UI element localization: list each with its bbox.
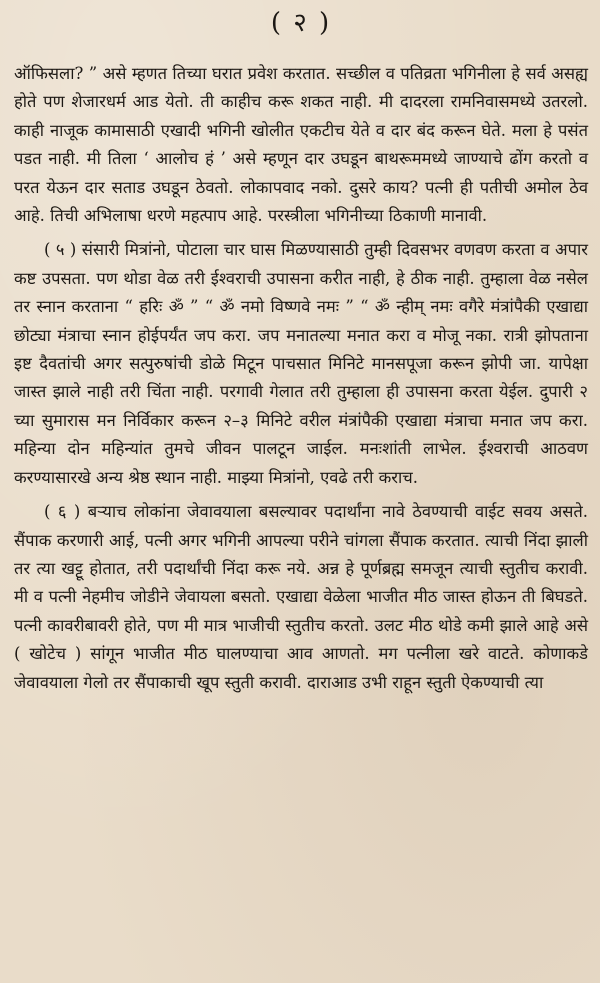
body-text — [14, 60, 588, 697]
paragraph-continuation: ऑफिसला? ” असे म्हणत तिच्या घरात प्रवेश करतात. सच्छील व पतिव्रता भगिनीला हे सर्व असह्य होते पण शेजारधर्म आड येतो. ती काहीच करू शकत नाही. मी दादरला रामनिवासमध्ये उतरलो. काही नाजूक कामासाठी एखादी भगिनी खोलीत एकटीच येते व दार बंद करून घेते. मला हे पसंत पडत नाही. मी तिला ‘ आलोच हं ’ असे म्हणून दार उघडून बाथरूममध्ये जाण्याचे ढोंग करतो व परत येऊन दार सताड उघडून ठेवतो. लोकापवाद नको. दुसरे काय? पत्नी ही पतीची अमोल ठेव आहे. तिची अभिलाषा धरणे महत्पाप आहे. परस्त्रीला भगिनीच्या ठिकाणी मानावी. — [14, 64, 588, 226]
page-number: ( २ ) — [270, 8, 332, 38]
paragraph-point-6: ( ६ ) बऱ्याच लोकांना जेवावयाला बसल्यावर पदार्थांना नावे ठेवण्याची वाईट सवय असते. सैंपाक करणारी आई, पत्नी अगर भगिनी आपल्या परीने चांगला सैंपाक करतात. त्याची निंदा झाली तर त्या खट्टू होतात, तरी पदार्थांची निंदा करू नये. अन्न हे पूर्णब्रह्म समजून त्याची स्तुतीच करावी. मी व पत्नी नेहमीच जोडीने जेवायला बसतो. एखाद्या वेळेला भाजीत मीठ जास्त होऊन ती बिघडते. पत्नी कावरीबावरी होते, पण मी मात्र भाजीची स्तुतीच करतो. उलट मीठ थोडे कमी झाले आहे असे ( खोटेच ) सांगून भाजीत मीठ घालण्याचा आव आणतो. मग पत्नीला खरे वाटते. कोणाकडे जेवावयाला गेलो तर सैंपाकाची खूप स्तुती करावी. दाराआड उभी राहून स्तुती ऐकण्याची त्या — [14, 502, 588, 692]
paragraph-point-5: ( ५ ) संसारी मित्रांनो, पोटाला चार घास मिळण्यासाठी तुम्ही दिवसभर वणवण करता व अपार कष्ट उपसता. पण थोडा वेळ तरी ईश्वराची उपासना करीत नाही, हे ठीक नाही. तुम्हाला वेळ नसेल तर स्नान करताना “ हरिः ॐ ” “ ॐ नमो विष्णवे नमः ” “ ॐ न्हीम् नमः वगैरे मंत्रांपैकी एखाद्या छोट्या मंत्राचा स्नान होईपर्यंत जप करा. जप मनातल्या मनात करा व मोजू नका. रात्री झोपताना इष्ट दैवतांची अगर सत्पुरुषांची डोळे मिटून पाचसात मिनिटे मानसपूजा करून झोपी जा. यापेक्षा जास्त झाले नाही तरी चिंता नाही. परगावी गेलात तरी तुम्हाला ही उपासना करता येईल. दुपारी २ च्या सुमारास मन निर्विकार करून २–३ मिनिटे वरील मंत्रांपैकी एखाद्या मंत्राचा मनात जप करा. महिन्या दोन महिन्यांत तुमचे जीवन पालटून जाईल. मनःशांती लाभेल. ईश्वराची आठवण करण्यासारखे अन्य श्रेष्ठ स्थान नाही. माझ्या मित्रांनो, एवढे तरी कराच. — [14, 240, 588, 487]
